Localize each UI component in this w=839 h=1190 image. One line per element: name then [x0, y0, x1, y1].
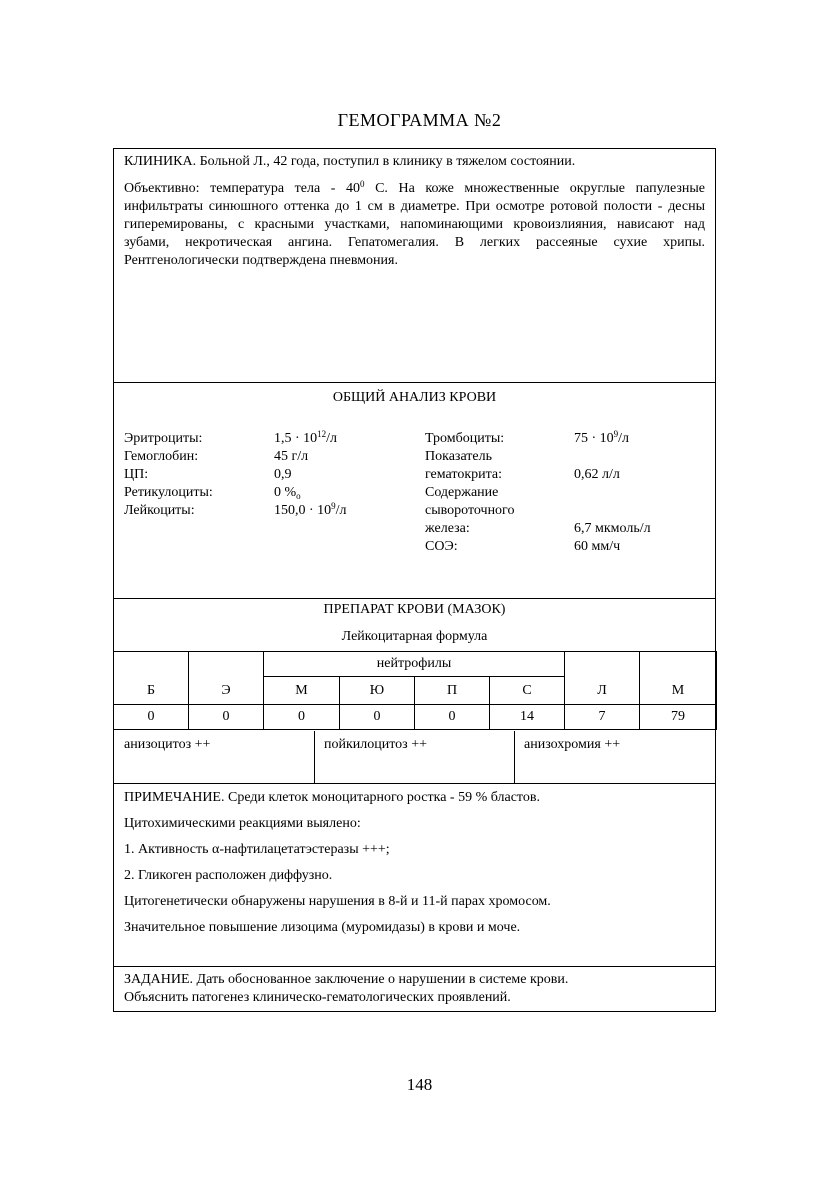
table-cell: 7: [565, 705, 640, 730]
retic-value: [274, 484, 301, 502]
poikilocytosis-text: пойкилоцитоз ++: [324, 737, 428, 752]
clinic-heading: КЛИНИКА. Больной Л., 42 года, поступил в клинику в тяжелом состоянии.: [124, 154, 576, 169]
note-line: 2. Гликоген расположен диффузно.: [124, 868, 333, 883]
table-cell: 79: [640, 705, 717, 730]
plt-value-pre: 75 · 10: [574, 431, 614, 446]
table-header-cell: Ю: [340, 677, 415, 705]
hb-value: 45 г/л: [274, 449, 309, 464]
leukocyte-formula-table: [113, 651, 717, 730]
divider: [114, 966, 715, 967]
objective-text-post: С. На коже множественные округлые папулезные инфильтраты синюшного оттенка до 1 см в диаметре. При осмотре ротовой полости - десны гиперемированы, с красными участками, напоминающими кровоизлияния, нависают над зубами, некротическая ангина. Гепатомегалия. В легких рассеяные сухие хрипы. Рентгенологически подтверждена пневмония.: [124, 181, 705, 268]
task-line: Объяснить патогенез клиническо-гематологических проявлений.: [124, 990, 511, 1005]
case-frame: [113, 148, 716, 1012]
iron-label-2: сывороточного: [425, 503, 515, 518]
table-header-cell: С: [490, 677, 565, 705]
clinic-section: [114, 153, 715, 270]
wbc-value-pre: 150,0 · 10: [274, 503, 332, 518]
table-cell: 0: [114, 705, 189, 730]
esr-label: СОЭ:: [425, 539, 458, 554]
rbc-unit: /л: [326, 431, 338, 446]
wbc-unit: /л: [335, 503, 347, 518]
hct-value: 0,62 л/л: [574, 467, 620, 482]
plt-unit: /л: [618, 431, 630, 446]
table-header-cell: Л: [565, 652, 640, 705]
morph-divider: [514, 731, 515, 783]
hct-label-1: Показатель: [425, 449, 492, 464]
table-header-cell: П: [415, 677, 490, 705]
task-section: [114, 971, 715, 1007]
retic-label: Ретикулоциты:: [124, 485, 213, 500]
objective-text-pre: Объективно: температура тела - 40: [124, 181, 360, 196]
iron-label-1: Содержание: [425, 485, 499, 500]
blood-heading: ОБЩИЙ АНАЛИЗ КРОВИ: [332, 390, 497, 405]
rbc-label: Эритроциты:: [124, 431, 203, 446]
esr-value: 60 мм/ч: [574, 539, 621, 554]
morph-divider: [314, 731, 315, 783]
wbc-label: Лейкоциты:: [124, 503, 195, 518]
note-line: ПРИМЕЧАНИЕ. Среди клеток моноцитарного ростка - 59 % бластов.: [124, 790, 540, 805]
divider: [114, 598, 715, 599]
divider: [114, 382, 715, 383]
note-line: Цитохимическими реакциями выялено:: [124, 816, 361, 831]
note-line: 1. Активность α-нафтилацетатэстеразы +++;: [124, 842, 390, 857]
page-number: 148: [406, 1075, 433, 1094]
hb-label: Гемоглобин:: [124, 449, 199, 464]
table-header-cell: Э: [189, 652, 264, 705]
retic-value-pre: 0 %: [274, 485, 297, 500]
plt-value: [574, 430, 629, 448]
table-header-cell: М: [264, 677, 340, 705]
neutrophils-header: нейтрофилы: [264, 652, 565, 677]
smear-heading: ПРЕПАРАТ КРОВИ (МАЗОК): [323, 602, 506, 617]
table-header-cell: Б: [114, 652, 189, 705]
table-header-cell: М: [640, 652, 717, 705]
clinic-objective: [124, 180, 705, 270]
table-row: [114, 652, 717, 677]
rbc-value-pre: 1,5 · 10: [274, 431, 318, 446]
plt-label: Тромбоциты:: [425, 431, 505, 446]
anisochromia-text: анизохромия ++: [524, 737, 621, 752]
table-row: [114, 705, 717, 730]
table-cell: 0: [340, 705, 415, 730]
rbc-value: [274, 430, 337, 448]
note-section: [114, 789, 715, 937]
iron-label-3: железа:: [425, 521, 470, 536]
table-cell: 0: [264, 705, 340, 730]
ci-value: 0,9: [274, 467, 292, 482]
degree-sup: 0: [359, 179, 365, 189]
retic-sub: o: [296, 491, 301, 501]
anisocytosis-text: анизоцитоз ++: [124, 737, 211, 752]
table-cell: 0: [415, 705, 490, 730]
ci-label: ЦП:: [124, 467, 149, 482]
smear-section: [114, 601, 715, 619]
note-line: Значительное повышение лизоцима (муромидазы) в крови и моче.: [124, 920, 521, 935]
smear-subsection: [114, 628, 715, 646]
divider: [114, 783, 715, 784]
hct-label-2: гематокрита:: [425, 467, 503, 482]
page-title: ГЕМОГРАММА №2: [337, 110, 502, 130]
table-cell: 0: [189, 705, 264, 730]
table-cell: 14: [490, 705, 565, 730]
smear-subheading: Лейкоцитарная формула: [341, 629, 488, 644]
wbc-exp: 9: [331, 501, 336, 511]
iron-value: 6,7 мкмоль/л: [574, 521, 651, 536]
note-line: Цитогенетически обнаружены нарушения в 8-й и 11-й парах хромосом.: [124, 894, 551, 909]
plt-exp: 9: [613, 429, 619, 439]
task-line: ЗАДАНИЕ. Дать обоснованное заключение о нарушении в системе крови.: [124, 972, 569, 987]
wbc-value: [274, 502, 347, 520]
rbc-exp: 12: [317, 429, 327, 439]
